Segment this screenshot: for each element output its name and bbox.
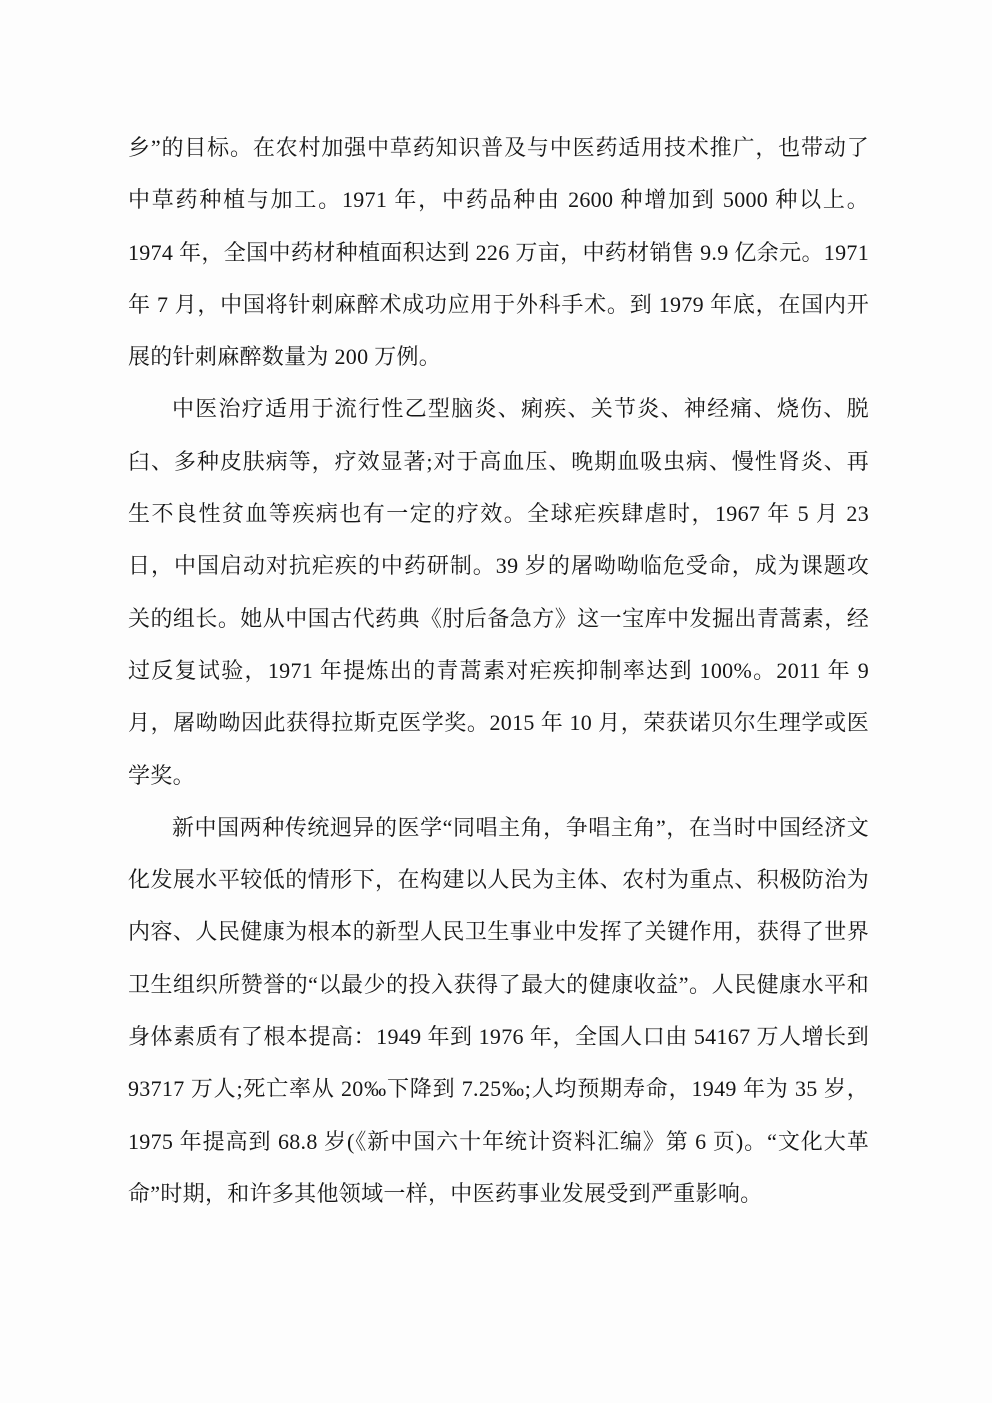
paragraph-tcm-treatment: 中医治疗适用于流行性乙型脑炎、痢疾、关节炎、神经痛、烧伤、脱臼、多种皮肤病等，疗效显著;对于高血压、晚期血吸虫病、慢性肾炎、再生不良性贫血等疾病也有一定的疗效。全球疟疾肆虐时，1967 年 5 月 23 日，中国启动对抗疟疾的中药研制。39 岁的屠呦呦临危受命，成为课题攻关的组长。她从中国古代药典《肘后备急方》这一宝库中发掘出青蒿素，经过反复试验，1971 年提炼出的青蒿素对疟疾抑制率达到 100%。2011 年 9 月，屠呦呦因此获得拉斯克医学奖。2015 年 10 月，荣获诺贝尔生理学或医学奖。 (128, 396, 869, 788)
document-body (128, 122, 869, 1220)
paragraph-two-medicines: 新中国两种传统迥异的医学“同唱主角，争唱主角”，在当时中国经济文化发展水平较低的情形下，在构建以人民为主体、农村为重点、积极防治为内容、人民健康为根本的新型人民卫生事业中发挥了关键作用，获得了世界卫生组织所赞誉的“以最少的投入获得了最大的健康收益”。人民健康水平和身体素质有了根本提高：1949 年到 1976 年，全国人口由 54167 万人增长到 93717 万人;死亡率从 20‰下降到 7.25‰;人均预期寿命，1949 年为 35 岁，1975 年提高到 68.8 岁(《新中国六十年统计资料汇编》第 6 页)。“文化大革命”时期，和许多其他领域一样，中医药事业发展受到严重影响。 (128, 814, 869, 1206)
paragraph-continuation: 乡”的目标。在农村加强中草药知识普及与中医药适用技术推广，也带动了中草药种植与加工。1971 年，中药品种由 2600 种增加到 5000 种以上。1974 年，全国中药材种植面积达到 226 万亩，中药材销售 9.9 亿余元。1971 年 7 月，中国将针刺麻醉术成功应用于外科手术。到 1979 年底，在国内开展的针刺麻醉数量为 200 万例。 (128, 135, 869, 370)
